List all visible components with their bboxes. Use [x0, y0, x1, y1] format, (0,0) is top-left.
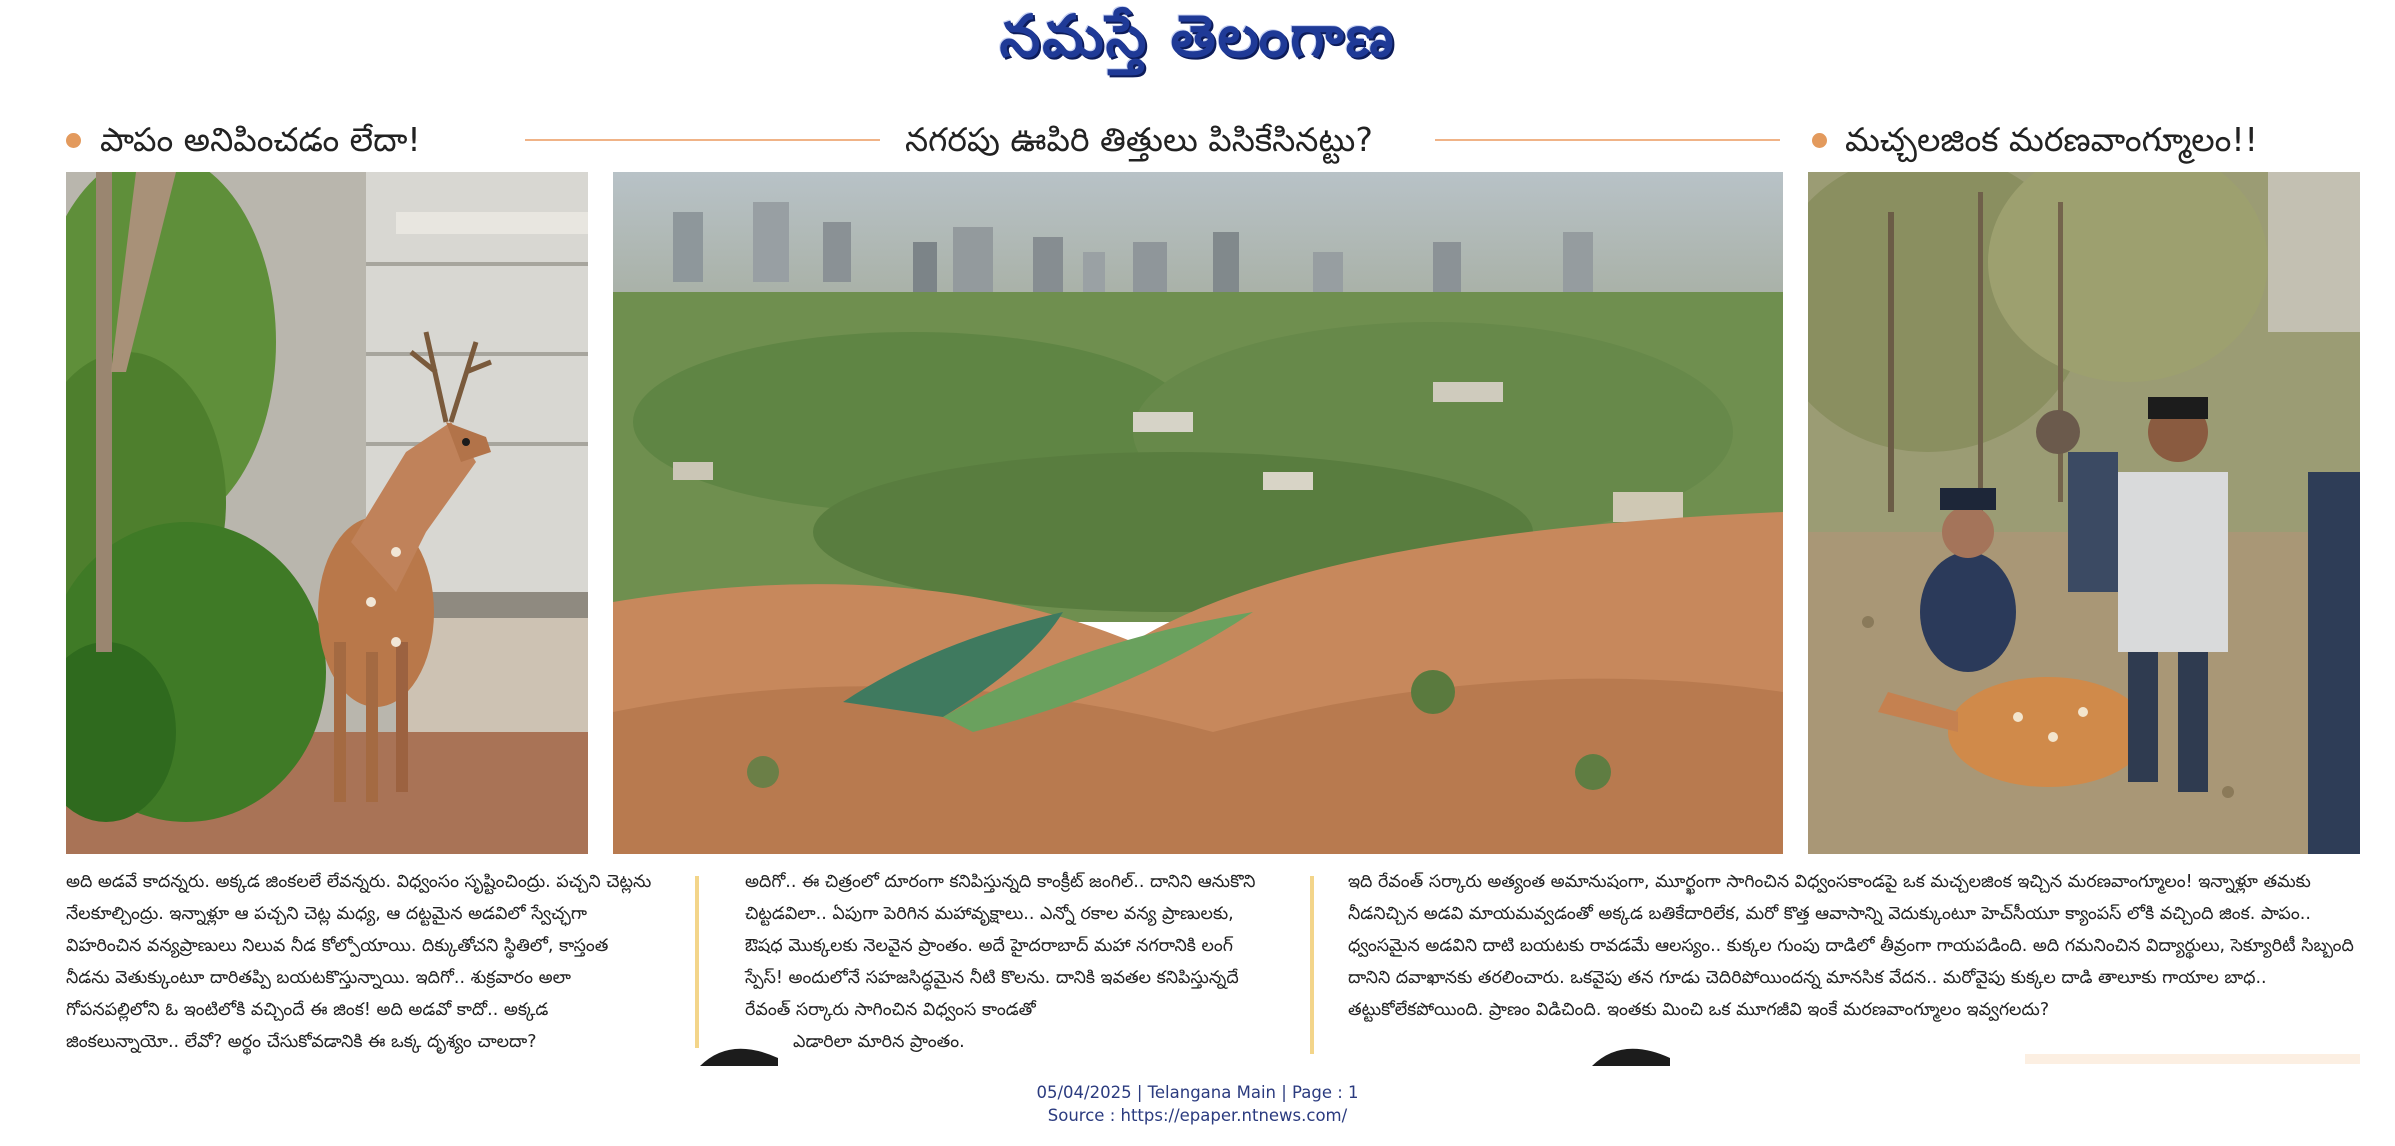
- heading-rule-left: [525, 139, 880, 141]
- heading-left: పాపం అనిపించడం లేదా!: [100, 120, 421, 159]
- footer-source: Source : https://epaper.ntnews.com/: [1047, 1106, 1348, 1125]
- heading-right: మచ్చలజింక మరణవాంగ్మూలం!!: [1845, 120, 2258, 159]
- column-3-text: ఇది రేవంత్ సర్కారు అత్యంత అమానుషంగా, మూర్ఖంగా సాగించిన విధ్వంసకాండపై ఒక మచ్చలజింక ఇచ్చిన మరణవాంగ్మూలం! ఇన్నాళ్లూ తమకు నీడనిచ్చిన అడవి మాయమవ్వడంతో అక్కడ బతికేదారిలేక, మరో కొత్త ఆవాసాన్ని వెదుక్కుంటూ హెచ్‌సీయూ క్యాంపస్ లోకి వచ్చింది జింక. పాపం.. ధ్వంసమైన అడవిని దాటి బయటకు రావడమే ఆలస్యం.. కుక్కల గుంపు దాడిలో తీవ్రంగా గాయపడింది. అది గమనించిన విద్యార్థులు, సెక్యూరిటీ సిబ్బంది దానిని దవాఖానకు తరలించారు. ఒకవైపు తన గూడు చెదిరిపోయిందన్న మానసిక వేదన.. మరోవైపు కుక్కల దాడి తాలూకు గాయాల బాధ.. తట్టుకోలేకపోయింది. ప్రాణం విడిచింది. ఇంతకు మించి ఒక మూగజీవి ఇంకే మరణవాంగ్మూలం ఇవ్వగలదు?: [1348, 872, 2354, 1020]
- injured-deer-photo: [1808, 172, 2360, 854]
- bullet-icon: [66, 133, 81, 148]
- deer-courtyard-photo: [66, 172, 588, 854]
- decorative-wedge: [700, 1040, 778, 1066]
- masthead-title: నమస్తే తెలంగాణ: [999, 2, 1396, 70]
- footer-edition: 05/04/2025 | Telangana Main | Page : 1: [1036, 1083, 1359, 1102]
- bullet-icon: [1812, 133, 1827, 148]
- column-1-text: అది అడవే కాదన్నరు. అక్కడ జింకలలే లేవన్నరు. విధ్వంసం సృష్టించింద్రు. పచ్చని చెట్లను నేలకూల్చింద్రు. ఇన్నాళ్లూ ఆ పచ్చని చెట్ల మధ్య, ఆ దట్టమైన అడవిలో స్వేచ్ఛగా విహరించిన వన్యప్రాణులు నిలువ నీడ కోల్పోయాయి. దిక్కుతోచని స్థితిలో, కాస్తంత నీడను వెతుక్కుంటూ దారితప్పి బయటకొస్తున్నాయి. ఇదిగో.. శుక్రవారం అలా గోపనపల్లిలోని ఓ ఇంటిలోకి వచ్చిందే ఈ జింక! అది అడవో కాదో.. అక్కడ జింకలున్నాయో.. లేవో? అర్థం చేసుకోవడానికి ఈ ఒక్క దృశ్యం చాలదా?: [66, 872, 652, 1052]
- heading-center: నగరపు ఊపిరి తిత్తులు పిసికేసినట్టు?: [905, 120, 1373, 159]
- decorative-band: [2025, 1054, 2360, 1064]
- column-divider: [695, 876, 699, 1048]
- aerial-forest-photo: [613, 172, 1783, 854]
- article-column-2: [745, 866, 1275, 1058]
- column-2-last-line: ఎడారిలా మారిన ప్రాంతం.: [793, 1032, 965, 1052]
- article-column-3: [1348, 866, 2363, 1026]
- heading-rule-right: [1435, 139, 1780, 141]
- article-column-1: [66, 866, 656, 1058]
- column-divider: [1310, 876, 1314, 1054]
- decorative-wedge: [1592, 1040, 1670, 1066]
- column-2-text: అదిగో.. ఈ చిత్రంలో దూరంగా కనిపిస్తున్నది కాంక్రీట్ జంగిల్.. దానిని ఆనుకొని చిట్టడవిలా.. ఏపుగా పెరిగిన మహావృక్షాలు.. ఎన్నో రకాల వన్య ప్రాణులకు, ఔషధ మొక్కలకు నెలవైన ప్రాంతం. అదే హైదరాబాద్ మహా నగరానికి లంగ్ స్పేస్! అందులోనే సహజసిద్ధమైన నీటి కొలను. దానికి ఇవతల కనిపిస్తున్నదే రేవంత్ సర్కారు సాగించిన విధ్వంస కాండతో: [745, 872, 1256, 1020]
